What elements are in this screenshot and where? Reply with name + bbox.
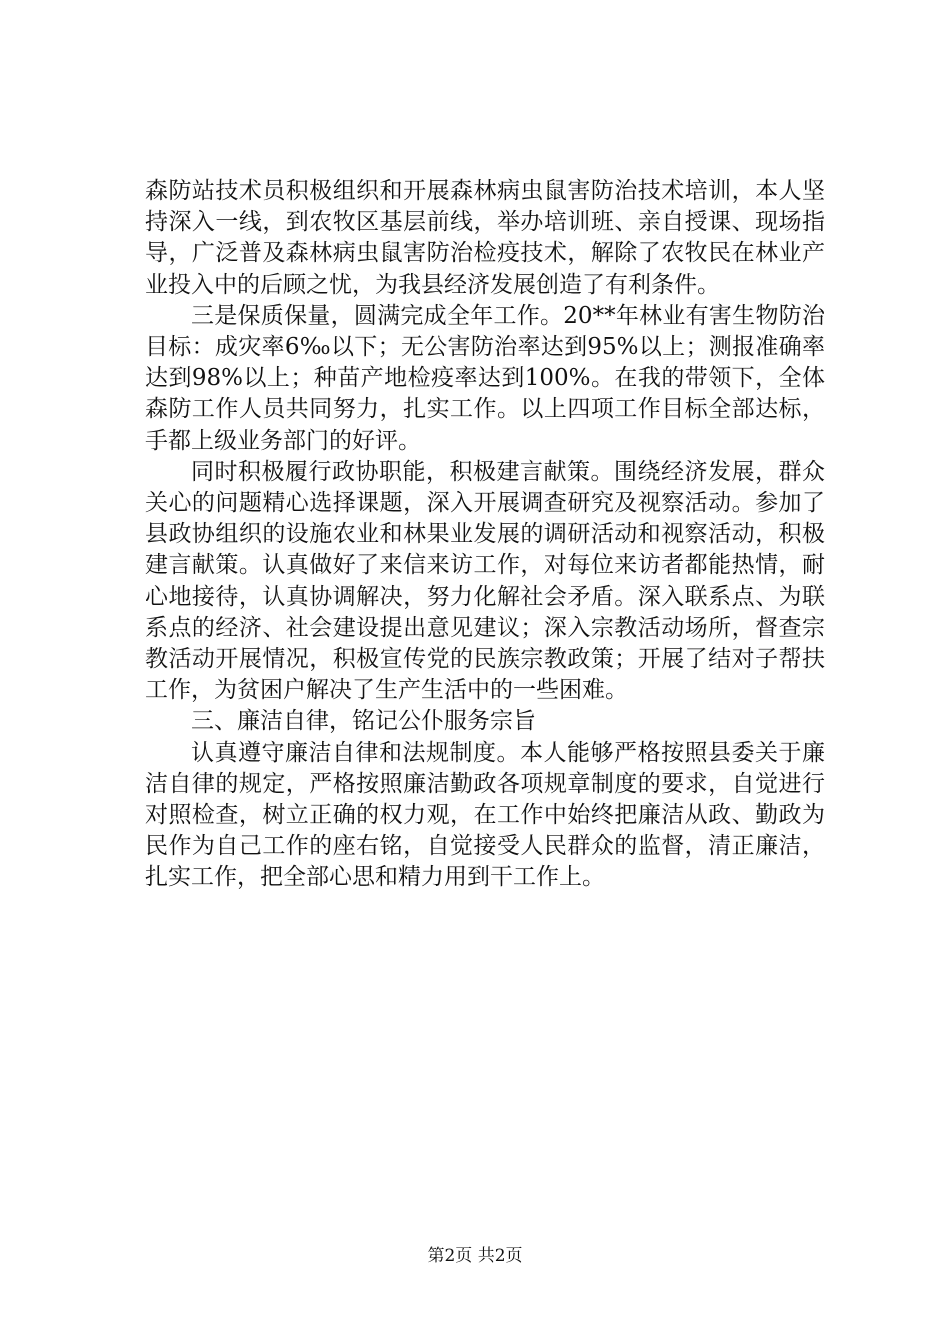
document-body <box>145 176 825 894</box>
paragraph-cppcc-duties: 同时积极履行政协职能，积极建言献策。围绕经济发展，群众关心的问题精心选择课题，深入开展调查研究及视察活动。参加了县政协组织的设施农业和林果业发展的调研活动和视察活动，积极建言献策。认真做好了来信来访工作，对每位来访者都能热情，耐心地接待，认真协调解决，努力化解社会矛盾。深入联系点、为联系点的经济、社会建设提出意见建议；深入宗教活动场所，督查宗教活动开展情况，积极宣传党的民族宗教政策；开展了结对子帮扶工作，为贫困户解决了生产生活中的一些困难。 <box>145 458 825 704</box>
paragraph-integrity: 认真遵守廉洁自律和法规制度。本人能够严格按照县委关于廉洁自律的规定，严格按照廉洁勤政各项规章制度的要求，自觉进行对照检查，树立正确的权力观，在工作中始终把廉洁从政、勤政为民作为自己工作的座右铭，自觉接受人民群众的监督，清正廉洁，扎实工作，把全部心思和精力用到干工作上。 <box>145 739 825 891</box>
paragraph-continued: 森防站技术员积极组织和开展森林病虫鼠害防治技术培训，本人坚持深入一线，到农牧区基层前线，举办培训班、亲自授课、现场指导，广泛普及森林病虫鼠害防治检疫技术，解除了农牧民在林业产业投入中的后顾之忧，为我县经济发展创造了有利条件。 <box>145 178 825 298</box>
page-footer: 第2页 共2页 <box>427 1246 523 1266</box>
paragraph-work-targets: 三是保质保量，圆满完成全年工作。20**年林业有害生物防治目标：成灾率6‰以下；无公害防治率达到95%以上；测报准确率达到98%以上；种苗产地检疫率达到100%。在我的带领下，全体森防工作人员共同努力，扎实工作。以上四项工作目标全部达标，手都上级业务部门的好评。 <box>145 302 825 454</box>
section-heading: 三、廉洁自律，铭记公仆服务宗旨 <box>191 708 536 735</box>
